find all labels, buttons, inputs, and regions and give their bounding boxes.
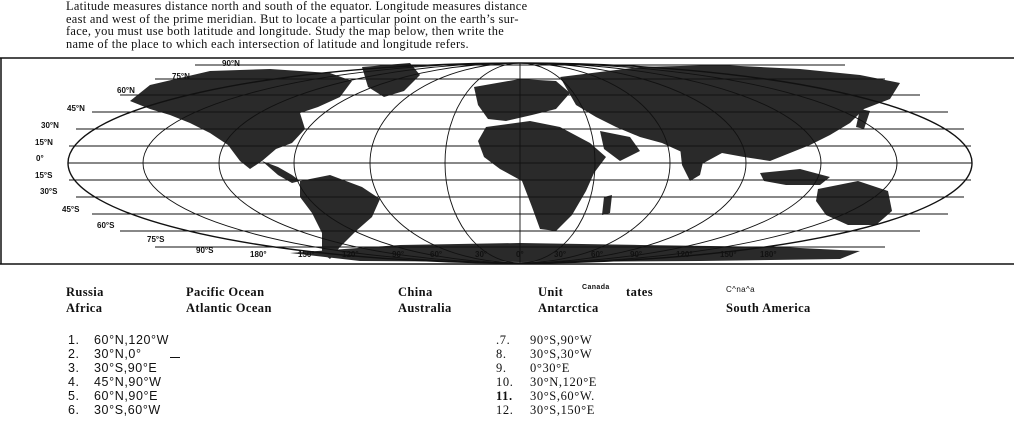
longitude-label: 60° — [430, 250, 443, 259]
instructions-line: east and west of the prime meridian. But to locate a particular point on the earth’s sur- — [66, 11, 519, 26]
question-coordinates: 60°N,90°E — [94, 389, 159, 403]
question-item — [496, 361, 570, 375]
question-coordinates: 45°N,90°W — [94, 375, 162, 389]
latitude-label: 30°S — [40, 187, 58, 196]
question-number: 9. — [496, 361, 507, 375]
longitude-label: 120° — [342, 250, 359, 259]
word-bank-term: Australia — [398, 301, 452, 315]
question-number: 10. — [496, 375, 514, 389]
latitude-label: 45°S — [62, 205, 80, 214]
word-bank-overlay: Canada — [582, 284, 610, 291]
latitude-label: 90°N — [222, 59, 240, 68]
latitude-label: 90°S — [196, 246, 214, 255]
question-coordinates: 30°N,0° — [94, 347, 142, 361]
word-bank-term: Pacific Ocean — [186, 285, 265, 299]
question-item — [496, 347, 592, 361]
question-number: 1. — [68, 333, 80, 347]
question-number: 4. — [68, 375, 80, 389]
question-coordinates: 30°S,150°E — [530, 403, 595, 417]
madagascar-landmass — [602, 195, 612, 215]
world-map-graphic — [0, 57, 1014, 265]
question-coordinates: 30°S,90°E — [94, 361, 158, 375]
latitude-label: 60°N — [117, 86, 135, 95]
word-bank — [66, 285, 946, 321]
question-coordinates: 30°S,60°W. — [530, 389, 595, 403]
question-coordinates: 30°S,30°W — [530, 347, 593, 361]
question-number: 11. — [496, 389, 513, 403]
instructions-line: Latitude measures distance north and south of the equator. Longitude measures distance — [66, 0, 528, 13]
question-number: 2. — [68, 347, 80, 361]
longitude-label: 150° — [720, 250, 737, 259]
question-item — [68, 389, 158, 403]
instructions-paragraph — [66, 0, 946, 50]
question-item — [496, 389, 595, 403]
latitude-label: 60°S — [97, 221, 115, 230]
question-coordinates: 60°N,120°W — [94, 333, 170, 347]
longitude-label: 120° — [676, 250, 693, 259]
world-map — [0, 57, 1014, 265]
india-landmass — [680, 147, 706, 181]
latitude-label: 15°N — [35, 138, 53, 147]
word-bank-term: Russia — [66, 285, 104, 299]
question-number: 5. — [68, 389, 80, 403]
longitude-label: 180° — [250, 250, 267, 259]
question-coordinates: 0°30°E — [530, 361, 570, 375]
question-item — [68, 347, 180, 361]
instructions-line: name of the place to which each intersection of latitude and longitude refers. — [66, 36, 469, 51]
longitude-label: 90° — [392, 250, 405, 259]
longitude-label: 0° — [516, 250, 524, 259]
question-item — [496, 333, 592, 347]
latitude-label: 30°N — [41, 121, 59, 130]
word-bank-term: C^na^a — [726, 285, 756, 294]
europe-landmass — [474, 79, 570, 121]
latitude-label: 75°N — [172, 72, 190, 81]
longitude-label: 30° — [475, 250, 488, 259]
latitude-label: 45°N — [67, 104, 85, 113]
question-coordinates: 30°S,60°W — [94, 403, 161, 417]
question-coordinates: 90°S,90°W — [530, 333, 593, 347]
continents — [130, 63, 900, 262]
word-bank-term: Antarctica — [538, 301, 599, 315]
answer-blank[interactable] — [170, 348, 180, 358]
question-number: .7. — [496, 333, 511, 347]
question-item — [68, 333, 169, 347]
question-number: 8. — [496, 347, 507, 361]
latitude-label: 75°S — [147, 235, 165, 244]
question-number: 6. — [68, 403, 80, 417]
word-bank-term: Africa — [66, 301, 103, 315]
longitude-label: 60° — [591, 250, 604, 259]
question-item — [68, 361, 157, 375]
question-item — [68, 403, 161, 417]
question-number: 12. — [496, 403, 514, 417]
longitude-label: 180° — [760, 250, 777, 259]
word-bank-term: Unit — [538, 285, 564, 299]
question-item — [496, 403, 595, 417]
word-bank-term: South America — [726, 301, 811, 315]
word-bank-term: China — [398, 285, 433, 299]
instructions-line: face, you must use both latitude and longitude. Study the map below, then write the — [66, 24, 505, 39]
latitude-label: 15°S — [35, 171, 53, 180]
question-item — [496, 375, 597, 389]
word-bank-term: Atlantic Ocean — [186, 301, 272, 315]
word-bank-term: tates — [626, 285, 653, 299]
longitude-label: 30° — [554, 250, 567, 259]
longitude-label: 90° — [630, 250, 643, 259]
question-item — [68, 375, 162, 389]
africa-landmass — [478, 121, 606, 231]
question-coordinates: 30°N,120°E — [530, 375, 598, 389]
australia-landmass — [816, 181, 892, 225]
longitude-label: 150° — [298, 250, 315, 259]
latitude-label: 0° — [36, 154, 44, 163]
question-number: 3. — [68, 361, 80, 375]
